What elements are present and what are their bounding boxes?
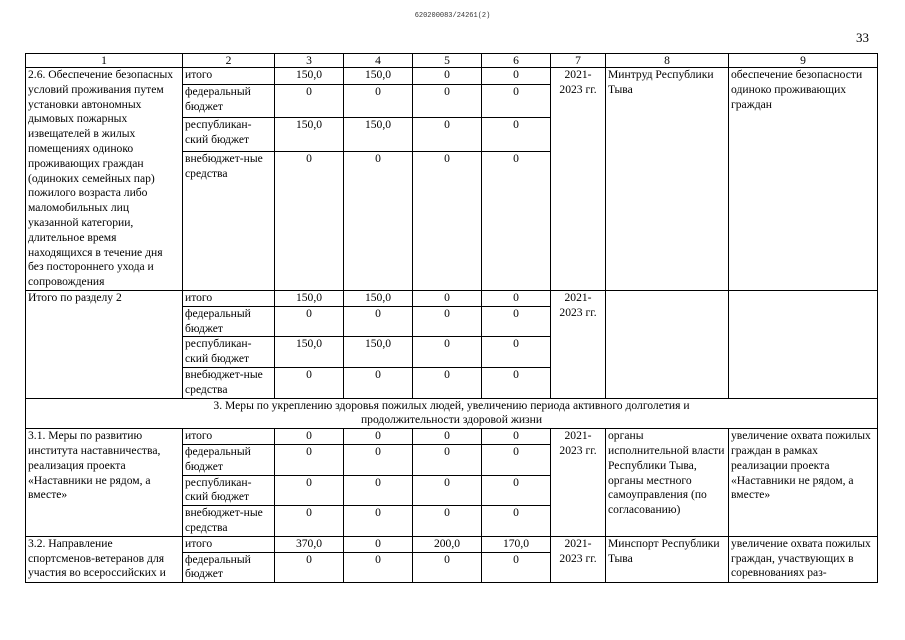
measure-name: Итого по разделу 2 <box>26 290 183 398</box>
value-cell: 0 <box>344 85 413 118</box>
col-header: 5 <box>413 54 482 68</box>
value-cell: 0 <box>275 429 344 445</box>
col-header: 1 <box>26 54 183 68</box>
col-header: 6 <box>482 54 551 68</box>
executor-cell <box>606 290 729 398</box>
value-cell: 150,0 <box>344 68 413 85</box>
value-cell: 0 <box>482 290 551 306</box>
fund-source: федеральный бюджет <box>183 306 275 337</box>
measure-name: 3.1. Меры по развитию института наставничества, реализация проекта «Наставники не рядом, а вместе» <box>26 429 183 537</box>
value-cell: 150,0 <box>344 118 413 151</box>
value-cell: 0 <box>413 367 482 398</box>
value-cell: 150,0 <box>275 290 344 306</box>
value-cell: 0 <box>344 444 413 475</box>
value-cell: 0 <box>413 118 482 151</box>
value-cell: 0 <box>344 475 413 506</box>
col-header: 8 <box>606 54 729 68</box>
value-cell: 200,0 <box>413 536 482 552</box>
result-cell: увеличение охвата пожилых граждан в рамках реализации проекта «Наставники не рядом, а вместе» <box>729 429 878 537</box>
value-cell: 0 <box>413 337 482 368</box>
value-cell: 150,0 <box>275 68 344 85</box>
result-cell: обеспечение безопасности одиноко проживающих граждан <box>729 68 878 291</box>
col-header: 2 <box>183 54 275 68</box>
value-cell: 0 <box>482 118 551 151</box>
section-title: 3. Меры по укреплению здоровья пожилых людей, увеличению периода активного долголетия и продолжительности здоровой жизни <box>26 398 878 429</box>
page-number: 33 <box>856 30 869 45</box>
period-cell: 2021-2023 гг. <box>551 290 606 398</box>
period-cell: 2021-2023 гг. <box>551 429 606 537</box>
measure-name: 3.2. Направление спортсменов-ветеранов для участия во всероссийских и <box>26 536 183 582</box>
period-cell: 2021-2023 гг. <box>551 68 606 291</box>
value-cell: 0 <box>275 444 344 475</box>
value-cell: 0 <box>482 429 551 445</box>
value-cell: 0 <box>344 506 413 537</box>
value-cell: 370,0 <box>275 536 344 552</box>
value-cell: 0 <box>482 68 551 85</box>
value-cell: 150,0 <box>275 337 344 368</box>
fund-source: республикан-ский бюджет <box>183 337 275 368</box>
value-cell: 0 <box>482 506 551 537</box>
fund-source: федеральный бюджет <box>183 552 275 583</box>
value-cell: 0 <box>482 306 551 337</box>
col-header: 4 <box>344 54 413 68</box>
table-row <box>26 429 878 445</box>
col-header: 9 <box>729 54 878 68</box>
value-cell: 0 <box>413 429 482 445</box>
value-cell: 0 <box>344 429 413 445</box>
fund-source: итого <box>183 68 275 85</box>
period-cell: 2021-2023 гг. <box>551 536 606 582</box>
table-row <box>26 290 878 306</box>
value-cell: 150,0 <box>275 118 344 151</box>
fund-source: итого <box>183 536 275 552</box>
section-row <box>26 398 878 429</box>
table-row <box>26 68 878 85</box>
value-cell: 150,0 <box>344 290 413 306</box>
value-cell: 0 <box>275 85 344 118</box>
fund-source: внебюджет-ные средства <box>183 367 275 398</box>
executor-cell: Минтруд Республики Тыва <box>606 68 729 291</box>
value-cell: 0 <box>344 552 413 583</box>
value-cell: 0 <box>413 444 482 475</box>
value-cell: 0 <box>413 306 482 337</box>
value-cell: 0 <box>344 536 413 552</box>
value-cell: 0 <box>275 475 344 506</box>
value-cell: 0 <box>482 337 551 368</box>
value-cell: 0 <box>275 306 344 337</box>
result-cell: увеличение охвата пожилых граждан, участвующих в соревнованиях раз- <box>729 536 878 582</box>
value-cell: 0 <box>275 552 344 583</box>
value-cell: 0 <box>482 552 551 583</box>
value-cell: 0 <box>275 506 344 537</box>
value-cell: 0 <box>413 68 482 85</box>
value-cell: 0 <box>413 506 482 537</box>
fund-source: федеральный бюджет <box>183 85 275 118</box>
table-row <box>26 536 878 552</box>
value-cell: 0 <box>413 85 482 118</box>
value-cell: 0 <box>482 151 551 290</box>
fund-source: внебюджет-ные средства <box>183 151 275 290</box>
result-cell <box>729 290 878 398</box>
value-cell: 0 <box>482 475 551 506</box>
fund-source: внебюджет-ные средства <box>183 506 275 537</box>
value-cell: 170,0 <box>482 536 551 552</box>
fund-source: республикан-ский бюджет <box>183 118 275 151</box>
value-cell: 0 <box>344 306 413 337</box>
value-cell: 150,0 <box>344 337 413 368</box>
value-cell: 0 <box>344 367 413 398</box>
col-header: 7 <box>551 54 606 68</box>
value-cell: 0 <box>413 475 482 506</box>
budget-table <box>25 53 878 583</box>
value-cell: 0 <box>413 290 482 306</box>
value-cell: 0 <box>275 151 344 290</box>
value-cell: 0 <box>482 444 551 475</box>
value-cell: 0 <box>275 367 344 398</box>
value-cell: 0 <box>413 151 482 290</box>
fund-source: республикан-ский бюджет <box>183 475 275 506</box>
value-cell: 0 <box>344 151 413 290</box>
document-id: 620200083/24261(2) <box>414 12 491 20</box>
col-header: 3 <box>275 54 344 68</box>
executor-cell: органы исполнительной власти Республики Тыва, органы местного самоуправления (по согласованию) <box>606 429 729 537</box>
executor-cell: Минспорт Республики Тыва <box>606 536 729 582</box>
value-cell: 0 <box>413 552 482 583</box>
column-number-row <box>26 54 878 68</box>
fund-source: итого <box>183 429 275 445</box>
fund-source: итого <box>183 290 275 306</box>
value-cell: 0 <box>482 367 551 398</box>
fund-source: федеральный бюджет <box>183 444 275 475</box>
measure-name: 2.6. Обеспечение безопасных условий проживания путем установки автономных дымовых пожарных извещателей в жилых помещениях одиноко проживающих граждан (одиноких семейных пар) пожилого возраста либо маломобильных лиц указанной категории, длительное время находящихся в течение дня без постороннего ухода и сопровождения <box>26 68 183 291</box>
value-cell: 0 <box>482 85 551 118</box>
